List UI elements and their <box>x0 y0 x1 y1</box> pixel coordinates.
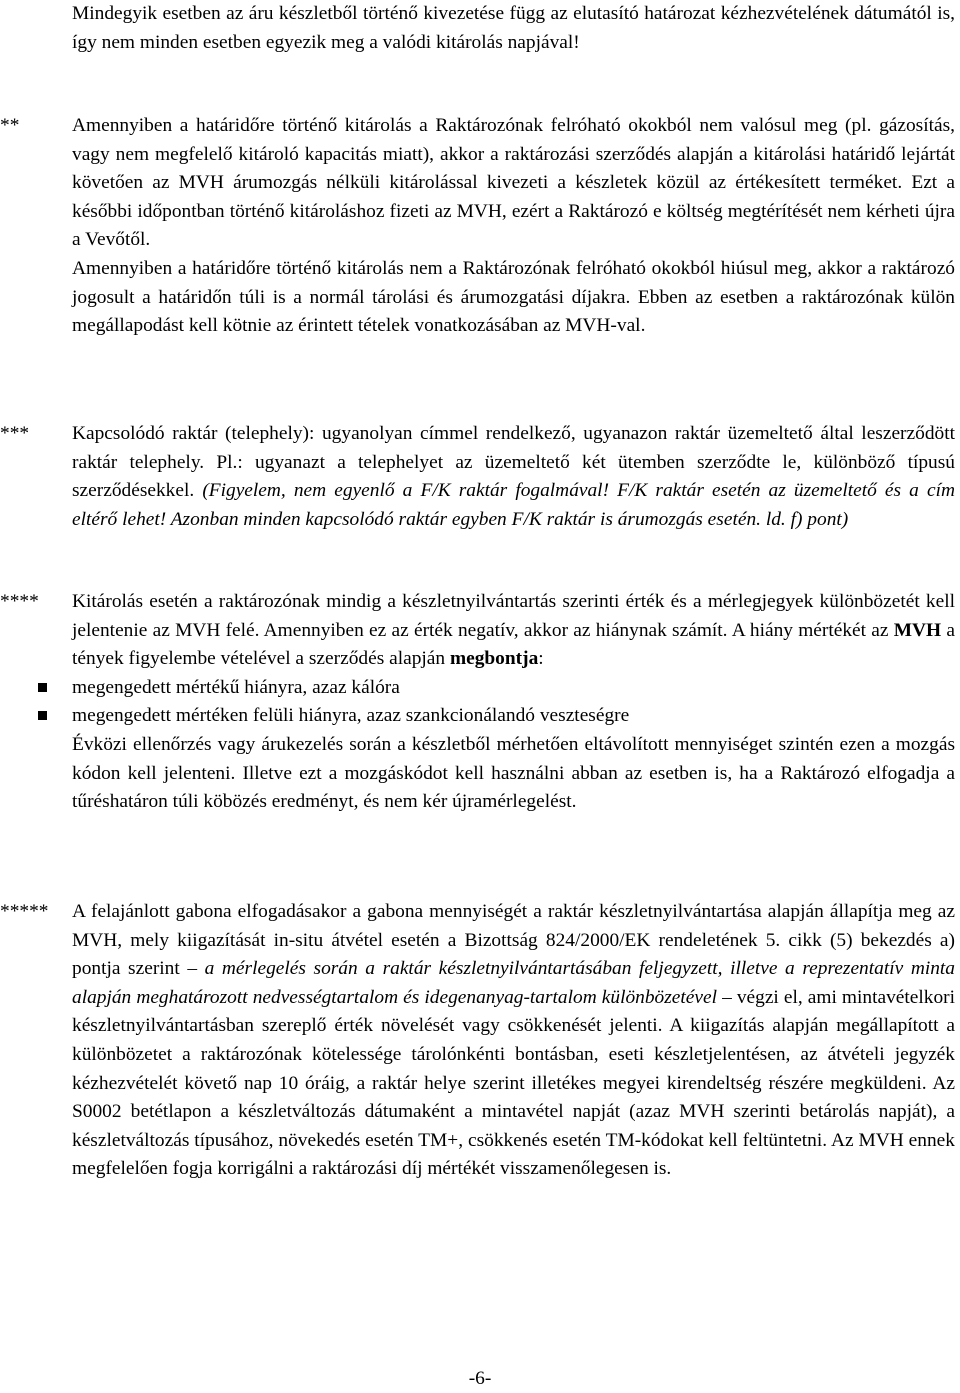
list-item: megengedett mértéken felüli hiányra, azaz szankcionálandó veszteségre <box>0 702 960 731</box>
footnote-marker: ***** <box>0 901 49 922</box>
intro-paragraph <box>0 0 960 57</box>
note-five-star <box>0 898 960 1184</box>
note-text: Kitárolás esetén a raktározónak mindig a készletnyilvántartás szerinti érték és a mérlegjegyek különbözetét kell jelentenie az MVH felé. Amennyiben ez az érték negatív, akkor az hiánynak számít. A hiány mértékét az <box>72 591 955 641</box>
note-paragraph <box>72 420 955 534</box>
note-paragraph <box>72 588 955 674</box>
note-double-star <box>0 112 960 341</box>
note-italic-text: a mérlegelés során a raktár készletnyilvántartásában feljegyzett, illetve a reprezentatív minta alapján meghatározott nedvességtartalom és idegenanyag-tartalom különbözetével <box>72 958 955 1008</box>
note-paragraph: Amennyiben a határidőre történő kitárolás nem a Raktározónak felróható okokból hiúsul meg, akkor a raktározó jogosult a határidőn túli is a normál tárolási és árumozgatási díjakra. Ebben az esetben a raktározónak külön megállapodást kell kötnie az érintett tételek vonatkozásában az MVH-val. <box>72 257 955 337</box>
footnote-marker: *** <box>0 423 30 444</box>
note-paragraph: Amennyiben a határidőre történő kitárolás a Raktározónak felróható okokból nem valósul meg (pl. gázosítás, vagy nem megfelelő kitároló kapacitás miatt), akkor a raktározási szerződés alapján a kitárolási határidő lejártát követően az MVH árumozgás nélküli kitárolással kivezeti a készletek közül az értékesített terméket. Ezt a későbbi időpontban történő kitároláshoz fizeti az MVH, ezért a Raktározó e költség megtérítését nem kérheti újra a Vevőtől. <box>72 115 955 251</box>
note-paragraph: Évközi ellenőrzés vagy árukezelés során a készletből mérhetően eltávolított mennyiséget szintén ezen a mozgás kódon kell jelenteni. Illetve ezt a mozgáskódot kell használni abban az esetben is, ha a Raktározó elfogadja a tűréshatáron túli köbözés eredményt, és nem kér újramérlegelést. <box>72 733 955 813</box>
note-text: : <box>538 648 544 670</box>
note-text: A felajánlott gabona elfogadásakor a gabona mennyiségét a raktár készletnyilvántartása alapján állapítja meg az MVH, mely kiigazítását in-situ átvétel esetén a Bizottság 824/2000/EK rendeletének 5. cikk (5) bekezdés a) pontja szerint – <box>72 901 955 980</box>
footnote-marker: **** <box>0 591 39 612</box>
intro-text: Mindegyik esetben az áru készletből történő kivezetése függ az elutasító határozat kézhezvételének dátumától is, így nem minden esetben egyezik meg a valódi kitárolás napjával! <box>72 3 955 53</box>
footnote-marker: ** <box>0 115 20 136</box>
note-paragraph <box>72 898 955 1184</box>
note-text: Kapcsolódó raktár (telephely): ugyanolyan címmel rendelkező, ugyanazon raktár üzemeltető által leszerződött raktár telephely. Pl.: ugyanazt a telephelyet az üzemeltető két ütemben szerződte le, különböző típusú szerződésekkel. <box>72 423 955 502</box>
note-bold-text: megbontja <box>449 648 539 670</box>
bullet-list <box>0 674 960 731</box>
note-quad-star <box>0 588 960 817</box>
note-bold-text: MVH <box>893 619 942 641</box>
note-text: a tények figyelembe vételével a szerződés alapján <box>72 619 955 670</box>
square-bullet-icon <box>38 711 47 720</box>
square-bullet-icon <box>38 683 47 692</box>
note-text: – végzi el, ami mintavételkori készletnyilvántartásban szereplő érték növelését vagy csökkenését jelenti. A kiigazítás alapján megállapított a különbözetet a raktározónak kötelessége tárolónkénti bontásban, eseti készletjelentésen, az átvételi jegyzék kézhezvételét követő nap 10 óráig, a raktár helye szerint illetékes megyei kirendeltség részére megküldeni. Az S0002 betétlapon a készletváltozás dátumaként a mintavétel napját (azaz MVH szerinti betárolás napját), a készletváltozás típusához, növekedés esetén TM+, csökkenés esetén TM-kódokat kell feltüntetni. Az MVH ennek megfelelően fogja korrigálni a raktározási díj mértékét visszamenőlegesen is. <box>72 986 956 1180</box>
page-number: -6- <box>468 1368 492 1389</box>
list-item: megengedett mértékű hiányra, azaz kálóra <box>0 674 960 703</box>
note-italic-text: (Figyelem, nem egyenlő a F/K raktár fogalmával! F/K raktár esetén az üzemeltető és a cím eltérő lehet! Azonban minden kapcsolódó raktár egyben F/K raktár is árumozgás esetén. ld. f) pont) <box>72 480 955 530</box>
note-triple-star <box>0 420 960 534</box>
